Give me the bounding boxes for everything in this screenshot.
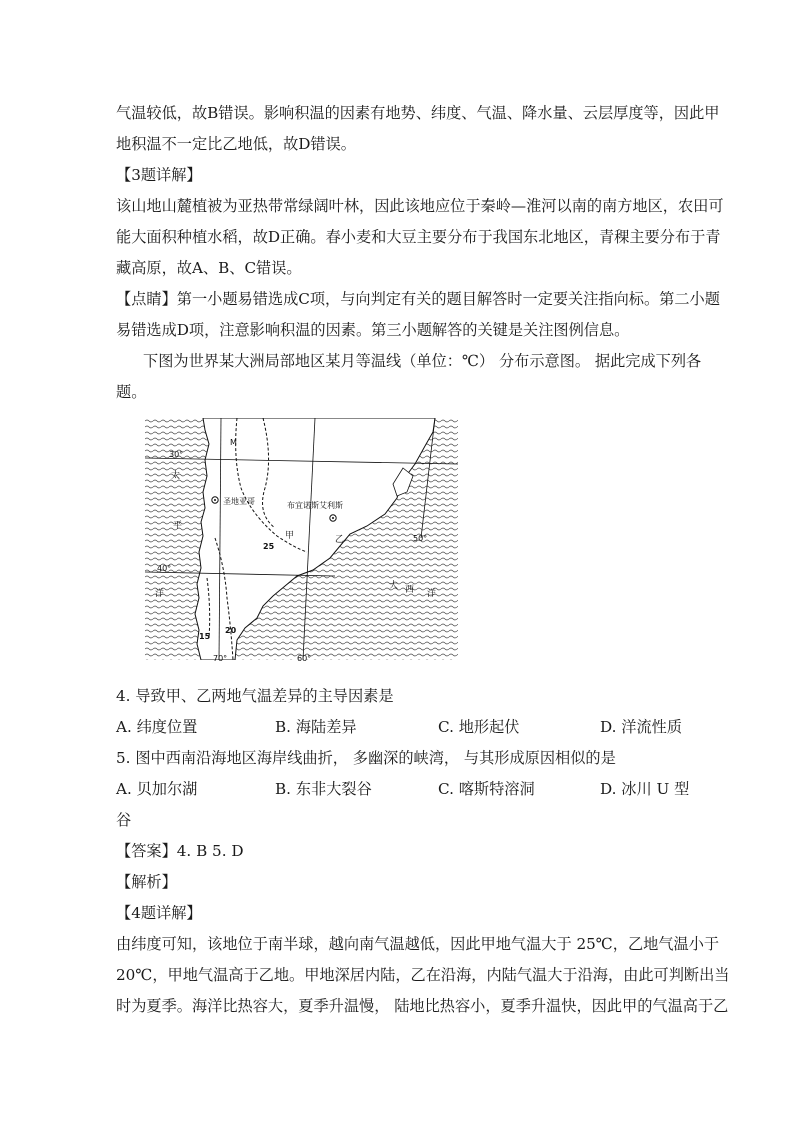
q5-option-d: D. 冰川 U 型 [600, 780, 690, 798]
text-line: 藏高原，故A、B、C错误。 [116, 259, 302, 277]
city-dot [332, 517, 334, 519]
lon-label-50: 50° [413, 534, 428, 543]
tip-line: 【点睛】第一小题易错选成C项，与向判定有关的题目解答时一定要关注指向标。第二小题 [116, 290, 720, 308]
question-5: 5. 图中西南沿海地区海岸线曲折， 多幽深的峡湾， 与其形成原因相似的是 [116, 749, 616, 767]
isotherm-label-20: 20 [225, 626, 237, 635]
map-label-m: M [230, 438, 237, 447]
ocean-label: 西 [405, 585, 415, 595]
city-label-buenos-aires: 布宜诺斯艾利斯 [287, 501, 343, 510]
q4-option-d: D. 洋流性质 [600, 718, 683, 736]
q5-option-b: B. 东非大裂谷 [275, 780, 372, 798]
lat-label-30: 30° [169, 450, 184, 459]
question-4: 4. 导致甲、乙两地气温差异的主导因素是 [116, 687, 394, 705]
intro-line: 下图为世界某大洲局部地区某月等温线（单位：℃） 分布示意图。 据此完成下列各 [143, 352, 702, 370]
city-dot [214, 499, 216, 501]
section-heading: 【3题详解】 [116, 166, 202, 184]
q5-option-a: A. 贝加尔湖 [116, 780, 198, 798]
ocean-label: 平 [173, 521, 183, 531]
text-line: 地积温不一定比乙地低，故D错误。 [116, 135, 356, 153]
lon-label-60: 60° [297, 654, 312, 663]
lat-label-40: 40° [157, 564, 172, 573]
text-line: 该山地山麓植被为亚热带常绿阔叶林，因此该地应位于秦岭—淮河以南的南方地区，农田可 [116, 197, 724, 215]
text-line: 时为夏季。海洋比热容大，夏季升温慢， 陆地比热容小，夏季升温快，因此甲的气温高于乙 [116, 997, 729, 1015]
city-label-santiago: 圣地亚哥 [223, 497, 255, 506]
answer-line: 【答案】4. B 5. D [116, 842, 244, 860]
text-line: 气温较低，故B错误。影响积温的因素有地势、纬度、气温、降水量、云层厚度等，因此甲 [116, 104, 720, 122]
ocean-label: 大 [389, 581, 399, 591]
isotherm-map [145, 418, 458, 663]
map-svg [145, 418, 458, 660]
lon-label-70: 70° [213, 654, 228, 663]
map-label-yi: 乙 [335, 535, 345, 545]
tip-line: 易错选成D项，注意影响积温的因素。第三小题解答的关键是关注图例信息。 [116, 321, 630, 339]
text-line: 由纬度可知，该地位于南半球，越向南气温越低，因此甲地气温大于 25℃，乙地气温小于 [116, 935, 720, 953]
ocean-label: 洋 [155, 589, 165, 599]
text-line: 20℃，甲地气温高于乙地。甲地深居内陆，乙在沿海，内陆气温大于沿海，由此可判断出当 [116, 966, 730, 984]
q5-option-c: C. 喀斯特溶洞 [438, 780, 535, 798]
ocean-label: 洋 [427, 589, 437, 599]
section-heading: 【4题详解】 [116, 904, 202, 922]
isotherm-label-15: 15 [199, 632, 211, 641]
map-label-jia: 甲 [285, 531, 295, 541]
q5-option-d-wrap: 谷 [116, 811, 132, 829]
q4-option-a: A. 纬度位置 [116, 718, 198, 736]
q4-option-b: B. 海陆差异 [275, 718, 357, 736]
isotherm-label-25: 25 [263, 542, 275, 551]
q4-option-c: C. 地形起伏 [438, 718, 520, 736]
analysis-heading: 【解析】 [116, 873, 177, 891]
ocean-label: 太 [171, 471, 181, 481]
intro-line: 题。 [116, 383, 147, 401]
text-line: 能大面积种植水稻，故D正确。春小麦和大豆主要分布于我国东北地区，青稞主要分布于青 [116, 228, 721, 246]
